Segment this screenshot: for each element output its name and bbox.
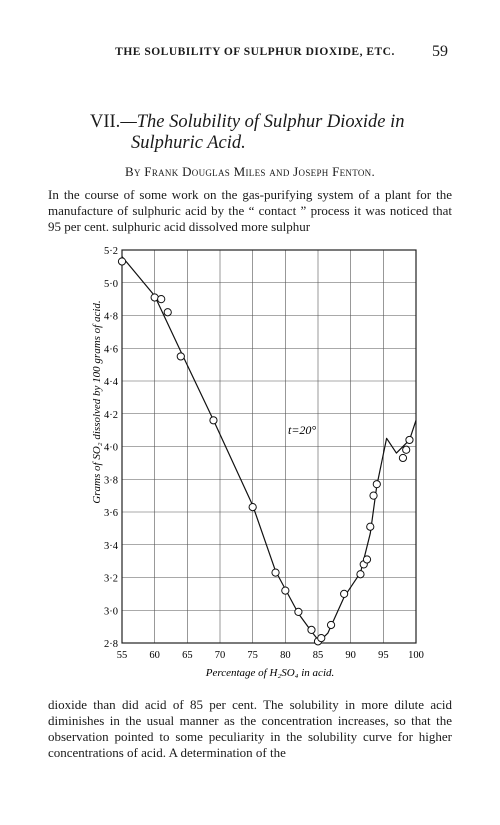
tick-labels <box>104 246 424 661</box>
data-point <box>164 309 171 316</box>
data-point <box>370 492 377 499</box>
y-tick-label: 3·6 <box>104 508 118 519</box>
running-head: THE SOLUBILITY OF SULPHUR DIOXIDE, ETC. <box>115 46 395 58</box>
solubility-chart <box>0 238 500 688</box>
paragraph-bottom: dioxide than did acid of 85 per cent. The solubility in more dilute acid diminishes in the usual manner as the concentration increases, so that the observation pointed to some peculiarity in the solubility curve for higher concentrations of acid. A determination of the <box>48 697 452 760</box>
y-tick-label: 4·8 <box>104 311 118 323</box>
data-point <box>341 590 348 597</box>
x-tick-label: 95 <box>378 650 389 661</box>
data-point <box>406 436 413 443</box>
x-tick-label: 70 <box>214 650 226 661</box>
temperature-annotation: t=20° <box>288 423 317 437</box>
data-point <box>282 587 289 594</box>
article-title-line2: Sulphuric Acid. <box>131 133 246 153</box>
data-point <box>295 608 302 615</box>
y-tick-label: 4·2 <box>104 409 118 421</box>
points-layer <box>118 258 413 645</box>
data-point <box>367 523 374 530</box>
y-tick-label: 3·2 <box>104 573 118 585</box>
data-point <box>399 454 406 461</box>
y-tick-label: 5·2 <box>104 246 118 257</box>
y-tick-label: 5·0 <box>104 278 118 290</box>
y-tick-label: 3·0 <box>104 606 118 618</box>
data-point <box>151 294 158 301</box>
data-point <box>318 634 325 641</box>
y-tick-label: 3·8 <box>104 475 118 487</box>
x-tick-label: 90 <box>345 650 356 661</box>
data-point <box>327 621 334 628</box>
x-tick-label: 80 <box>280 650 291 661</box>
x-tick-label: 85 <box>312 650 324 661</box>
data-point <box>363 556 370 563</box>
data-point <box>158 296 165 303</box>
data-point <box>373 481 380 488</box>
x-axis-label: Percentage of H₂SO₄ in acid. <box>205 667 335 679</box>
byline: By Frank Douglas Miles and Joseph Fenton. <box>124 164 376 179</box>
data-point <box>177 353 184 360</box>
x-tick-label: 100 <box>408 650 424 661</box>
x-tick-label: 75 <box>247 650 258 661</box>
page-number: 59 <box>432 43 448 60</box>
data-point <box>403 446 410 453</box>
y-tick-label: 2·8 <box>104 639 118 650</box>
paragraph-top: In the course of some work on the gas-purifying system of a plant for the manufacture of sulphuric acid by the “ contact ” process it was noticed that 95 per cent. sulphuric acid dissolved more sulphur <box>48 187 452 234</box>
data-point <box>357 571 364 578</box>
data-point <box>272 569 279 576</box>
article-number: VII. <box>90 112 121 132</box>
data-point <box>249 503 256 510</box>
y-tick-label: 4·0 <box>104 442 118 454</box>
x-tick-label: 65 <box>182 650 193 661</box>
x-tick-label: 55 <box>116 650 128 661</box>
y-axis-label: Grams of SO₂ dissolved by 100 grams of acid. <box>91 300 103 504</box>
data-point <box>118 258 125 265</box>
y-tick-label: 4·4 <box>104 377 118 388</box>
y-tick-label: 4·6 <box>104 344 118 356</box>
article-title <box>90 112 450 154</box>
y-tick-label: 3·4 <box>104 540 118 552</box>
data-point <box>308 626 315 633</box>
article-title-line1: —The Solubility of Sulphur Dioxide in <box>120 112 405 132</box>
x-tick-label: 60 <box>149 650 160 661</box>
data-point <box>210 417 217 424</box>
